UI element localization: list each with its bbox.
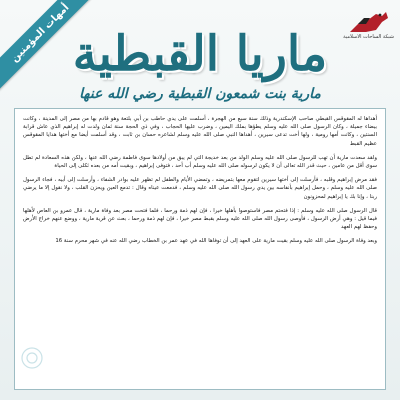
page-title: ماريا القبطية (72, 26, 328, 82)
article-body (14, 108, 386, 390)
logo-caption: شبكة الساحات الاسلامية (343, 34, 394, 40)
paragraph-3: فقد مرض إبراهيم وقلبه ، فأرسلت إلى أختها سيرين لتقوم معها بتمريضه ، وتمضي الأيام والطفل لم تظهر عليه بوادر الشفاء ، وأرسلت إلى أبيه ، فجاء الرسول صلى الله عليه وسلم ، وحمل إبراهيم بأنفاسه بين يدي رسول الله صلى الله عليه وسلم ، فدمعت عيناه وقال : تدمع العين ويحزن القلب ، ولا نقول إلا ما يرضي ربنا ، وإنا بك يا إبراهيم لمحزونون (23, 177, 377, 200)
paragraph-1: أهداها له المقوقس القبطي صاحب الإسكندرية وذلك سنة سبع من الهجرة ، أسلمت على يدي حاطب بن أبي بلتعة وهو قادم بها من مصر إلى المدينة ، وكانت بيضاء جميلة ، وكان الرسول صلى الله عليه وسلم يطؤها بملك اليمين ، وضرب عليها الحجاب ، وفي ذي الحجة سنة ثمان ولدت له إبراهيم الذي عاش قرابة السنتين ، وكانت أمها رومية ، ولها أخت تدعى سيرين ، أهداها النبي صلى الله عليه وسلم لشاعره حسان بن ثابت ، وقد أسلمت أيضا مع أختها هدايا المقوقس عظيم القبط (23, 116, 377, 147)
paragraph-5: وبعد وفاة الرسول صلى الله عليه وسلم بقيت مارية على العهد إلى أن توفاها الله في عهد عمر بن الخطاب رضي الله عنه في شهر محرم سنة 16 (55, 238, 377, 245)
decorative-rosette-icon (20, 346, 44, 370)
ribbon-label: أمهات المؤمنين (8, 1, 72, 65)
paragraph-2: ولقد سعدت مارية أن تهب للرسول صلى الله عليه وسلم الولد من بعد خديجة التي لم يبق من أولادها سوى فاطمة رضي الله عنها ، ولكن هذه السعادة لم تطل سوى أقل من عامين ، حيث قدر الله تعالى أن لا يكون لرسوله صلى الله عليه وسلم أب أحد ، فتوفى إبراهيم ، وبقيت أمه من بعده ثكلى إلى الحياة (23, 154, 377, 170)
page-subtitle: مارية بنت شمعون القبطية رضي الله عنها (79, 86, 321, 102)
paragraph-4: قال الرسول صلى الله عليه وسلم : إذا فتحتم مصر فاستوصوا بأهلها خيرا ، فإن لهم ذمة ورحما ، فلما فتحت مصر بعد وفاة مارية ، قال عمرو بن العاص لأهلها فيما قيل : وهي أرض الرسول ، فأوصى رسول الله صلى الله عليه وسلم بقبط مصر خيرا ، فإن لهم ذمة ورحما ، بعث عن قرية مارية ، ووضع عنهم خراج الأرض وحفظ لهم العهد (23, 207, 377, 231)
